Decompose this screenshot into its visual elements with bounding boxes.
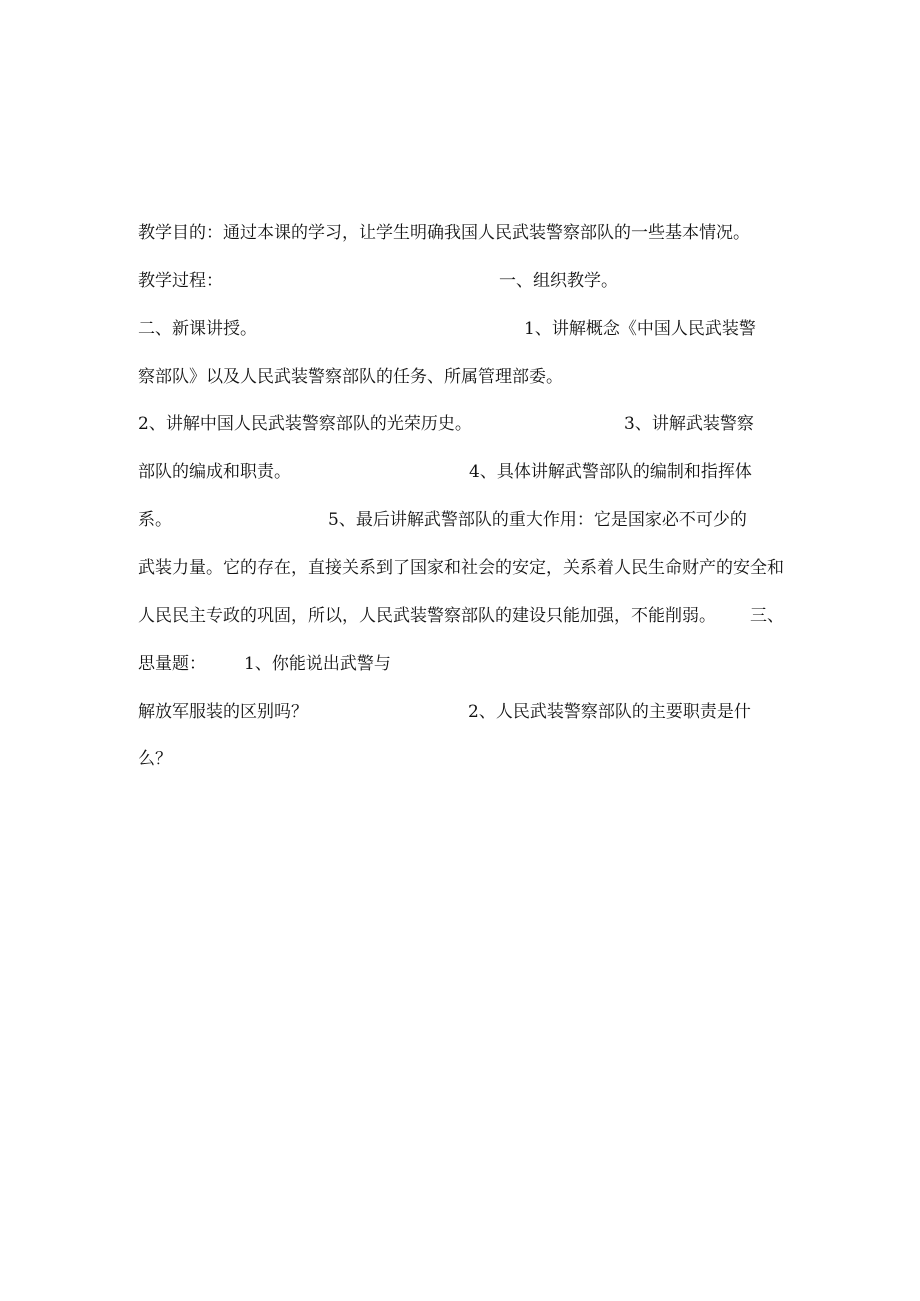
process-label: 教学过程： [138, 271, 223, 291]
objective-text: 教学目的：通过本课的学习，让学生明确我国人民武装警察部队的一些基本情况。 [138, 223, 750, 243]
item-four-continued: 系。 [138, 510, 172, 530]
item-four-text: 4、具体讲解武警部队的编制和指挥体 [469, 462, 752, 482]
step-one-text: 一、组织教学。 [499, 271, 618, 291]
conclusion-text: 人民民主专政的巩固，所以，人民武装警察部队的建设只能加强，不能削弱。 [138, 606, 716, 626]
item-three-continued: 部队的编成和职责。 [138, 462, 291, 482]
question-two-continued: 么？ [138, 749, 172, 769]
question-one-continued: 解放军服装的区别吗？ [138, 702, 308, 722]
item-five-text: 5、最后讲解武警部队的重大作用：它是国家必不可少的 [328, 510, 747, 530]
item-five-continued: 武装力量。它的存在，直接关系到了国家和社会的安定，关系着人民生命财产的安全和 [138, 558, 784, 578]
item-three-text: 3、讲解武装警察 [624, 414, 754, 434]
question-two-text: 2、人民武装警察部队的主要职责是什 [468, 702, 751, 722]
question-one-text: 1、你能说出武警与 [244, 654, 391, 674]
item-two-text: 2、讲解中国人民武装警察部队的光荣历史。 [138, 414, 472, 434]
step-three-label: 三、 [750, 606, 784, 626]
item-one-continued: 察部队》以及人民武装警察部队的任务、所属管理部委。 [138, 367, 563, 387]
questions-label: 思量题： [138, 654, 206, 674]
step-two-text: 二、新课讲授。 [138, 319, 257, 339]
item-one-text: 1、讲解概念《中国人民武装警 [524, 319, 756, 339]
